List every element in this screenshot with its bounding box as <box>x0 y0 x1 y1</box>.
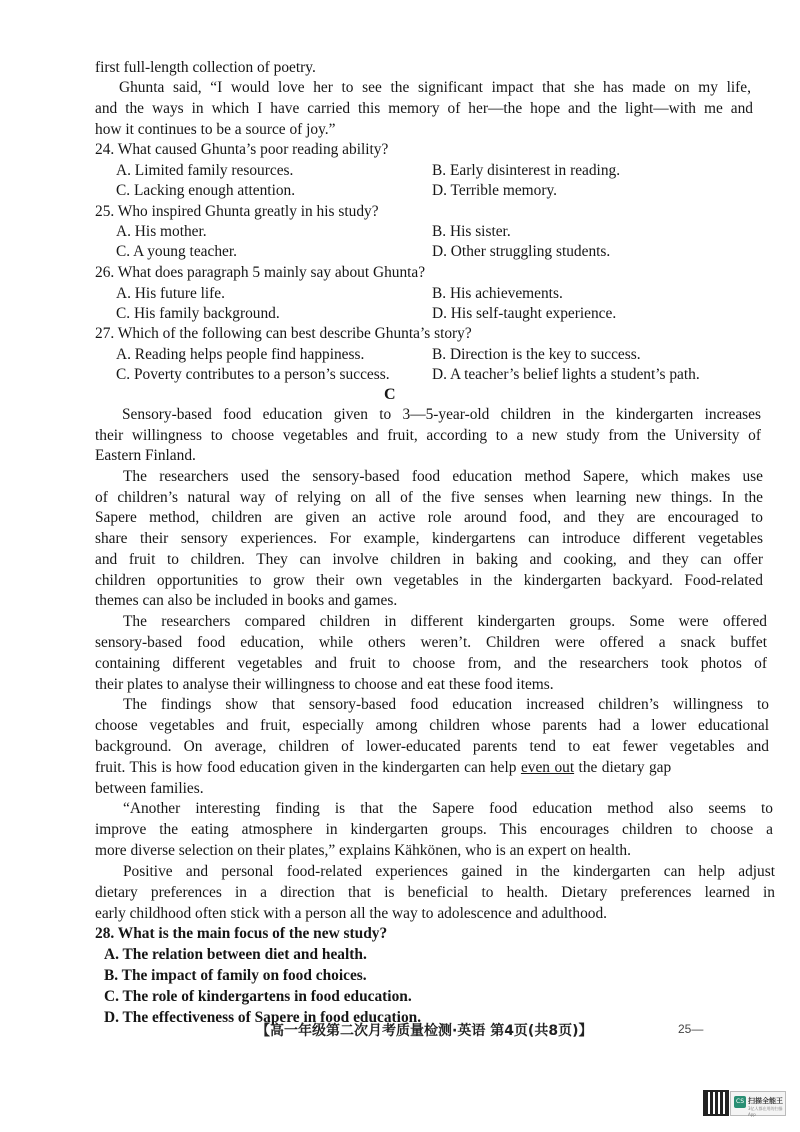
option-a: A. His future life. <box>116 285 225 302</box>
paragraph-5-line: improve the eating atmosphere in kindergarten groups. This encourages children to choose a <box>95 821 773 838</box>
option-c: C. The role of kindergartens in food education. <box>104 988 412 1005</box>
scanner-subtitle: 3亿人都在用的扫描App <box>748 1106 783 1117</box>
paragraph-2-line: children opportunities to grow their own vegetables in the kindergarten backyard. Food-related <box>95 572 763 589</box>
paragraph-1-line: their willingness to choose vegetables and fruit, according to a new study from the University of <box>95 427 761 444</box>
question-stem: 25. Who inspired Ghunta greatly in his study? <box>95 203 379 220</box>
paragraph-2-line: and fruit to children. They can involve children in baking and cooking, and they can offer <box>95 551 763 568</box>
paragraph-2-line: Sapere method, children are given an active role around food, and they are encouraged to <box>95 509 763 526</box>
option-d: D. His self-taught experience. <box>432 305 617 322</box>
option-c: C. A young teacher. <box>116 243 237 260</box>
option-d: D. Terrible memory. <box>432 182 558 199</box>
page-footer: 【高一年级第二次月考质量检测·英语 第4页(共8页)】 <box>256 1023 593 1039</box>
paragraph-3-line: The researchers compared children in different kindergarten groups. Some were offered <box>123 613 767 630</box>
quote-line-2: and the ways in which I have carried this memory of her—the hope and the light—with me and <box>95 100 753 117</box>
scanner-title: 扫描全能王 <box>748 1097 783 1105</box>
paragraph-3-line: containing different vegetables and fruit to choose from, and the researchers took photos of <box>95 655 767 672</box>
option-c: C. His family background. <box>116 305 280 322</box>
paragraph-3-line: their plates to analyse their willingness to choose and eat these food items. <box>95 676 554 693</box>
scanner-logo-icon: CS <box>734 1096 746 1108</box>
option-c: C. Lacking enough attention. <box>116 182 296 199</box>
option-d: D. A teacher’s belief lights a student’s path. <box>432 366 700 383</box>
option-c: C. Poverty contributes to a person’s success. <box>116 366 390 383</box>
paragraph-2-line: share their sensory experiences. For example, kindergartens can introduce different vegetables <box>95 530 763 547</box>
quote-line-1: Ghunta said, “I would love her to see the significant impact that she has made on my life, <box>119 79 751 96</box>
option-a: A. The relation between diet and health. <box>104 946 367 963</box>
question-stem: 27. Which of the following can best describe Ghunta’s story? <box>95 325 472 342</box>
paragraph-6-line: early childhood often stick with a person all the way to adolescence and adulthood. <box>95 905 608 922</box>
question-stem: 24. What caused Ghunta’s poor reading ability? <box>95 141 389 158</box>
option-b: B. Direction is the key to success. <box>432 346 641 363</box>
paragraph-4-line: The findings show that sensory-based food education increased children’s willingness to <box>123 696 769 713</box>
quote-line-3: how it continues to be a source of joy.” <box>95 121 336 138</box>
paragraph-6-line: dietary preferences in a direction that is beneficial to health. Dietary preferences learned in <box>95 884 775 901</box>
section-c-heading: C <box>384 386 396 403</box>
scanner-watermark <box>730 1091 786 1116</box>
option-d: D. The effectiveness of Sapere in food education. <box>104 1009 422 1026</box>
option-a: A. Limited family resources. <box>116 162 294 179</box>
paragraph-4-line <box>95 758 769 779</box>
option-a: A. Reading helps people find happiness. <box>116 346 365 363</box>
paragraph-4-line: choose vegetables and fruit, especially among children whose parents had a lower educational <box>95 717 769 734</box>
text-span: the dietary gap <box>574 759 672 776</box>
paragraph-2-line: of children’s natural way of relying on all of the five senses when learning new things. In the <box>95 489 763 506</box>
paragraph-4-line: between families. <box>95 780 204 797</box>
passage-b-last-line: first full-length collection of poetry. <box>95 59 316 76</box>
paragraph-1-line: Eastern Finland. <box>95 447 196 464</box>
option-b: B. The impact of family on food choices. <box>104 967 367 984</box>
paragraph-6-line: Positive and personal food-related experiences gained in the kindergarten can help adjust <box>123 863 775 880</box>
paragraph-5-line: “Another interesting finding is that the Sapere food education method also seems to <box>123 800 773 817</box>
question-stem: 26. What does paragraph 5 mainly say about Ghunta? <box>95 264 426 281</box>
option-b: B. His achievements. <box>432 285 563 302</box>
paragraph-2-line: The researchers used the sensory-based food education method Sapere, which makes use <box>123 468 763 485</box>
underlined-phrase: even out <box>520 759 575 776</box>
option-a: A. His mother. <box>116 223 207 240</box>
option-b: B. His sister. <box>432 223 511 240</box>
paragraph-2-line: themes can also be included in books and games. <box>95 592 398 609</box>
text-span: fruit. This is how food education given in the kindergarten can help <box>95 759 521 776</box>
option-b: B. Early disinterest in reading. <box>432 162 621 179</box>
paragraph-5-line: more diverse selection on their plates,” explains Kähkönen, who is an expert on health. <box>95 842 631 859</box>
paragraph-4-line: background. On average, children of lower-educated parents tend to eat fewer vegetables and <box>95 738 769 755</box>
option-d: D. Other struggling students. <box>432 243 611 260</box>
paragraph-3-line: sensory-based food education, while others weren’t. Children were offered a snack buffet <box>95 634 767 651</box>
qr-code-icon <box>703 1090 729 1116</box>
question-stem: 28. What is the main focus of the new study? <box>95 925 388 942</box>
page-code: 25— <box>678 1022 704 1036</box>
paragraph-1-line: Sensory-based food education given to 3—5-year-old children in the kindergarten increases <box>122 406 761 423</box>
